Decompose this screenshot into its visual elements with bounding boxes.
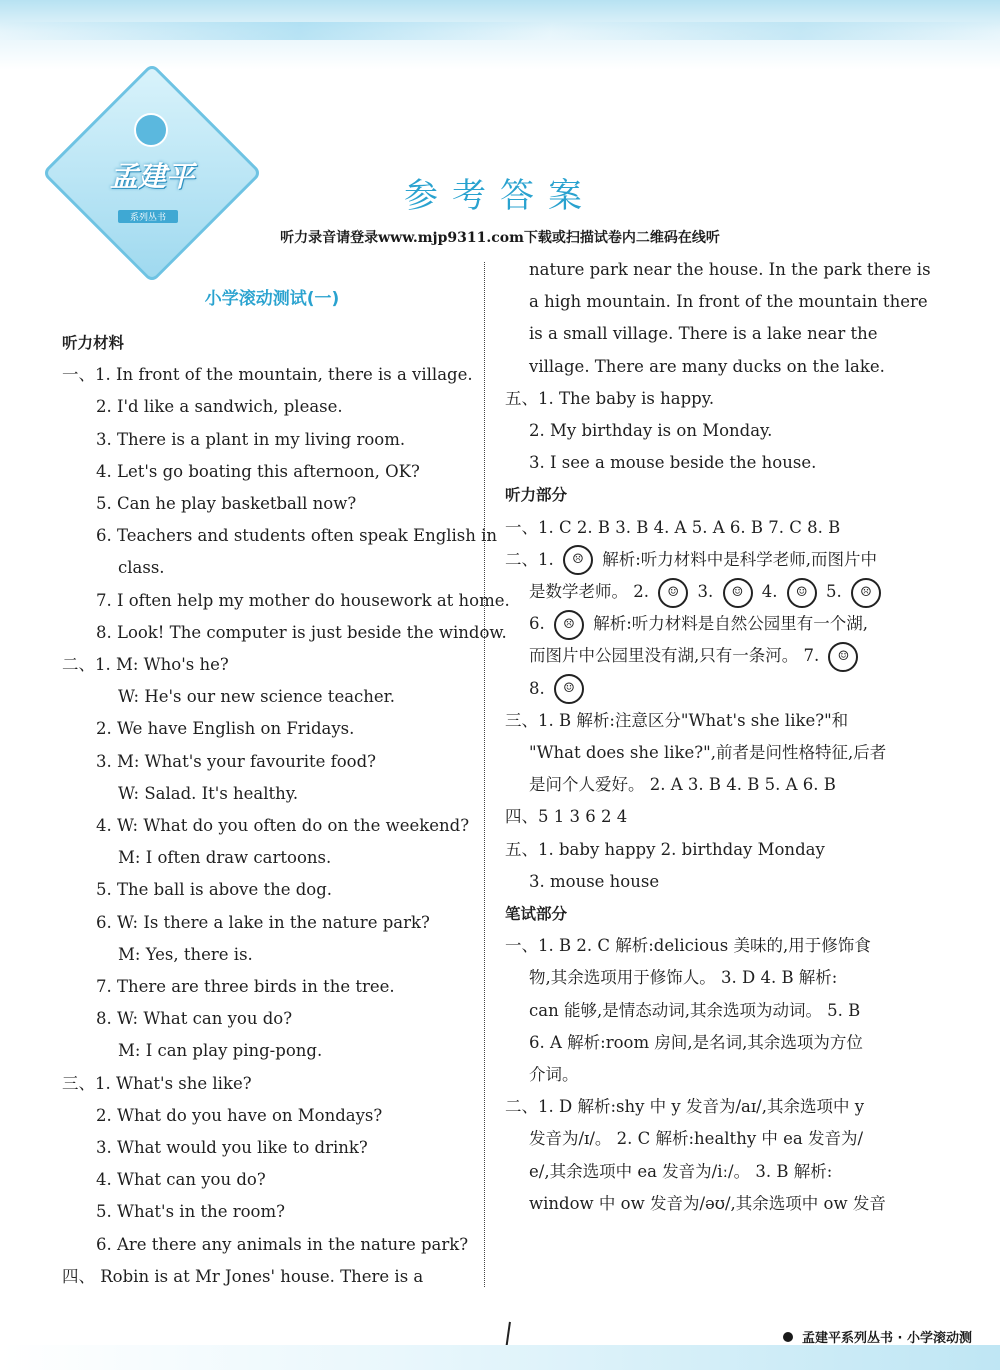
list-item: 介词。: [529, 1065, 579, 1085]
list-item: can 能够,是情态动词,其余选项为动词。 5. B: [529, 1000, 861, 1020]
list-item: 物,其余选项用于修饰人。 3. D 4. B 解析:: [529, 968, 838, 988]
list-item: 5. What's in the room?: [96, 1202, 285, 1222]
happy-face-icon: ☺: [554, 674, 584, 704]
happy-face-icon: ☺: [828, 642, 858, 672]
happy-face-icon: ☺: [723, 578, 753, 608]
list-item: 2. What do you have on Mondays?: [96, 1105, 383, 1125]
list-item: e/,其余选项中 ea 发音为/iː/。 3. B 解析:: [529, 1161, 833, 1181]
list-item: 2. My birthday is on Monday.: [529, 421, 773, 441]
list-item: village. There are many ducks on the lake.: [529, 356, 885, 376]
heading-written-part: 笔试部分: [505, 905, 568, 924]
item-explanation: 解析:听力材料中是科学老师,而图片中: [602, 549, 878, 569]
item-label: 8.: [529, 678, 545, 698]
item-label: 二、1.: [505, 549, 554, 569]
list-item: a high mountain. In front of the mountain there: [529, 292, 928, 312]
list-item: W: Salad. It's healthy.: [118, 783, 299, 803]
list-item: 3. M: What's your favourite food?: [96, 751, 377, 771]
list-item: 6. W: Is there a lake in the nature park?: [96, 912, 430, 932]
sad-face-icon: ☹: [554, 610, 584, 640]
list-item: 是问个人爱好。 2. A 3. B 4. B 5. A 6. B: [529, 775, 836, 795]
footer: [783, 1327, 972, 1346]
top-decorative-band: [0, 0, 1000, 70]
footer-text: 孟建平系列丛书 · 小学滚动测: [802, 1331, 972, 1346]
list-item: M: I can play ping-pong.: [118, 1041, 323, 1061]
list-item: 发音为/ɪ/。 2. C 解析:healthy 中 ea 发音为/: [529, 1129, 864, 1149]
item-text: 而图片中公园里没有湖,只有一条河。 7.: [529, 646, 820, 666]
list-item: M: I often draw cartoons.: [118, 848, 332, 868]
list-item: 四、5 1 3 6 2 4: [505, 807, 628, 827]
list-item: 三、1. B 解析:注意区分"What's she like?"和: [505, 710, 849, 730]
list-item: 6. Are there any animals in the nature park?: [96, 1234, 469, 1254]
happy-face-icon: ☺: [658, 578, 688, 608]
list-item: [505, 673, 915, 705]
item-label: 3.: [697, 582, 714, 602]
list-item: 2. I'd like a sandwich, please.: [96, 397, 343, 417]
list-item: 6. Teachers and students often speak English in: [96, 526, 498, 546]
list-item: 3. I see a mouse beside the house.: [529, 453, 817, 473]
list-item: 5. The ball is above the dog.: [96, 880, 333, 900]
sad-face-icon: ☹: [563, 545, 593, 575]
list-item: 五、1. The baby is happy.: [505, 388, 715, 408]
item-label: 6.: [529, 614, 545, 634]
list-item: [505, 544, 915, 576]
list-item: class.: [118, 558, 165, 578]
list-item: 4. Let's go boating this afternoon, OK?: [96, 461, 420, 481]
list-item: 二、1. D 解析:shy 中 y 发音为/aɪ/,其余选项中 y: [505, 1097, 865, 1117]
list-item: 四、 Robin is at Mr Jones' house. There is a: [62, 1266, 424, 1286]
list-item: 3. What would you like to drink?: [96, 1138, 368, 1158]
heading-listening-material: 听力材料: [62, 334, 125, 352]
list-item: [505, 608, 915, 640]
list-item: is a small village. There is a lake near the: [529, 324, 878, 344]
list-item: 一、1. C 2. B 3. B 4. A 5. A 6. B 7. C 8. B: [505, 517, 841, 537]
list-item: 五、1. baby happy 2. birthday Monday: [505, 839, 825, 859]
logo-text: 孟建平: [109, 160, 194, 193]
happy-face-icon: ☺: [787, 578, 817, 608]
list-item: window 中 ow 发音为/əʊ/,其余选项中 ow 发音: [529, 1193, 886, 1213]
item-label: 5.: [826, 582, 842, 602]
list-item: W: He's our new science teacher.: [118, 687, 395, 707]
list-item: 4. What can you do?: [96, 1170, 266, 1190]
list-item: 2. We have English on Fridays.: [96, 719, 355, 739]
list-item: 二、1. M: Who's he?: [62, 655, 229, 675]
list-item: 三、1. What's she like?: [62, 1073, 252, 1093]
list-item: nature park near the house. In the park there is: [529, 260, 931, 279]
heading-listening-part: 听力部分: [505, 486, 568, 505]
list-item: "What does she like?",前者是问性格特征,后者: [529, 743, 887, 763]
bullet-icon: [783, 1332, 793, 1342]
audio-download-note: 听力录音请登录www.mjp9311.com下载或扫描试卷内二维码在线听: [280, 230, 720, 246]
left-column: [62, 327, 510, 1293]
list-item: 8. Look! The computer is just beside the window.: [96, 622, 507, 642]
list-item: M: Yes, there is.: [118, 944, 253, 964]
item-explanation: 解析:听力材料是自然公园里有一个湖,: [593, 614, 869, 634]
list-item: 一、1. B 2. C 解析:delicious 美味的,用于修饰食: [505, 936, 871, 956]
list-item: [505, 640, 915, 672]
list-item: 3. mouse house: [529, 871, 660, 891]
bottom-decorative-band: [0, 1345, 1000, 1370]
list-item: 7. There are three birds in the tree.: [96, 977, 395, 997]
list-item: 6. A 解析:room 房间,是名词,其余选项为方位: [529, 1032, 863, 1052]
item-label: 4.: [761, 582, 778, 602]
list-item: 7. I often help my mother do housework at home.: [96, 590, 510, 610]
item-text: 是数学老师。 2.: [529, 582, 649, 602]
page-title: 参考答案: [404, 176, 596, 216]
section-title: 小学滚动测试(一): [204, 289, 340, 309]
sad-face-icon: ☹: [851, 578, 881, 608]
list-item: [505, 576, 915, 608]
list-item: 3. There is a plant in my living room.: [96, 429, 406, 449]
logo-emblem-icon: [134, 113, 168, 147]
logo-subtitle: 系列丛书: [118, 210, 178, 223]
right-column: [505, 254, 931, 1220]
list-item: 5. Can he play basketball now?: [96, 494, 357, 514]
list-item: 一、1. In front of the mountain, there is a village.: [62, 365, 473, 385]
column-divider: [484, 262, 485, 1287]
list-item: 4. W: What do you often do on the weekend?: [96, 816, 470, 836]
list-item: 8. W: What can you do?: [96, 1009, 293, 1029]
